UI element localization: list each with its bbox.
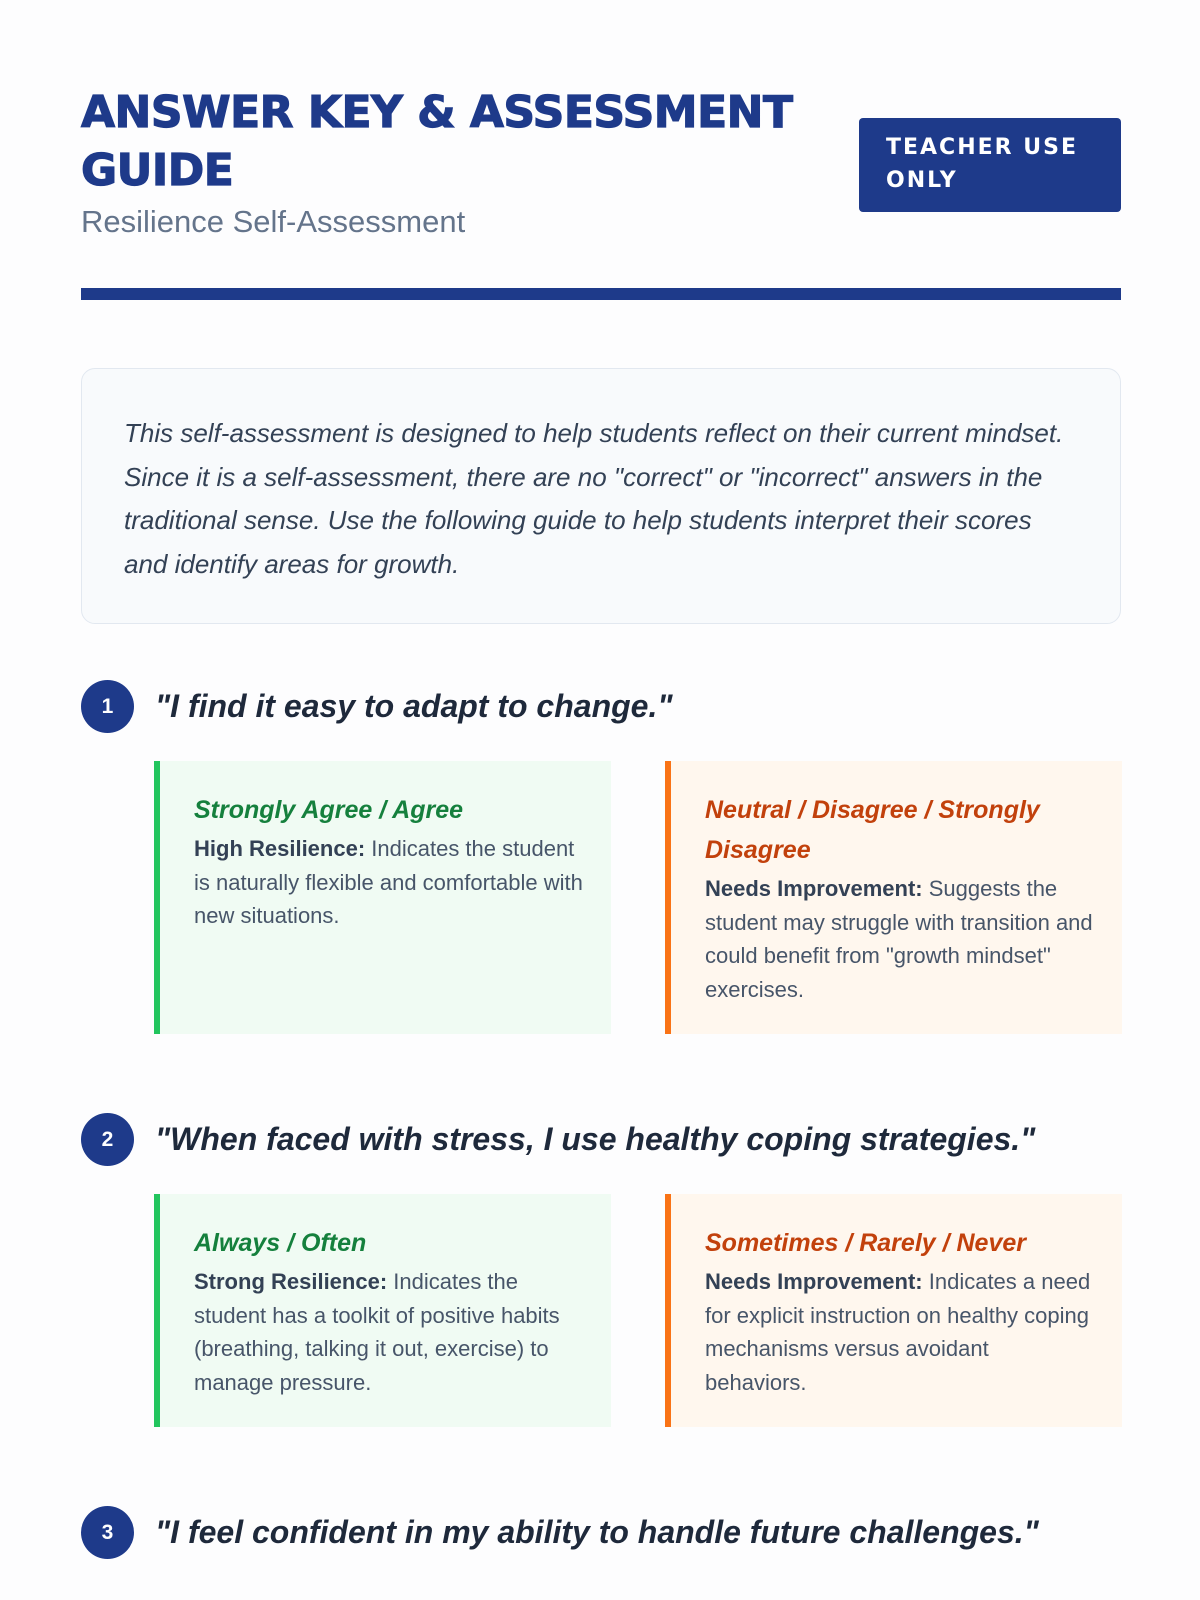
- question-1: [81, 678, 1121, 1002]
- question-2: [81, 1111, 1121, 1395]
- page-header: [81, 84, 1121, 242]
- positive-response-title: Strongly Agree / Agree: [194, 796, 464, 824]
- question-statement: "When faced with stress, I use healthy coping strategies.": [155, 1121, 1036, 1157]
- answer-key-page: [81, 0, 1121, 1600]
- improve-response-label: Needs Improvement:: [705, 1269, 923, 1294]
- question-number-badge: 2: [81, 1113, 134, 1166]
- page-subtitle: Resilience Self-Assessment: [81, 204, 466, 239]
- improve-response-body: [705, 872, 1094, 1006]
- improve-response-text: Indicates a need for explicit instruction on healthy coping mechanisms versus avoidant behaviors.: [705, 1269, 1091, 1395]
- intro-text: This self-assessment is designed to help students reflect on their current mindset. Since it is a self-assessment, there are no "correct" or "incorrect" answers in the traditional sense. Use the following guide to help students interpret their scores and identify areas for growth.: [124, 418, 1064, 579]
- improve-response-title: Sometimes / Rarely / Never: [705, 1229, 1026, 1257]
- intro-box: [81, 368, 1121, 624]
- question-number-badge: 1: [81, 680, 134, 733]
- question-number-badge: 3: [81, 1506, 134, 1559]
- teacher-use-badge: TEACHER USE ONLY: [859, 118, 1121, 212]
- question-header: [81, 678, 1121, 734]
- header-divider: [81, 288, 1121, 300]
- question-statement: "I feel confident in my ability to handle future challenges.": [155, 1514, 1039, 1550]
- question-header: [81, 1504, 1121, 1560]
- positive-response-body: [194, 1265, 583, 1399]
- positive-response-text: Indicates the student is naturally flexible and comfortable with new situations.: [194, 836, 583, 928]
- positive-response-text: Indicates the student has a toolkit of positive habits (breathing, talking it out, exercise) to manage pressure.: [194, 1269, 560, 1395]
- improve-response-card: [665, 1194, 1122, 1427]
- improve-response-text: Suggests the student may struggle with transition and could benefit from "growth mindset" exercises.: [705, 876, 1093, 1002]
- page-title: ANSWER KEY & ASSESSMENT GUIDE: [81, 87, 793, 196]
- improve-response-card: [665, 761, 1122, 1034]
- question-header: [81, 1111, 1121, 1167]
- improve-response-title: Neutral / Disagree / Strongly Disagree: [705, 796, 1040, 864]
- positive-response-card: [154, 761, 611, 1034]
- question-3: [81, 1504, 1121, 1560]
- positive-response-title: Always / Often: [194, 1229, 367, 1257]
- positive-response-card: [154, 1194, 611, 1427]
- positive-response-label: High Resilience:: [194, 836, 366, 861]
- improve-response-body: [705, 1265, 1094, 1399]
- question-statement: "I find it easy to adapt to change.": [155, 688, 673, 724]
- improve-response-label: Needs Improvement:: [705, 876, 923, 901]
- positive-response-body: [194, 832, 583, 933]
- positive-response-label: Strong Resilience:: [194, 1269, 388, 1294]
